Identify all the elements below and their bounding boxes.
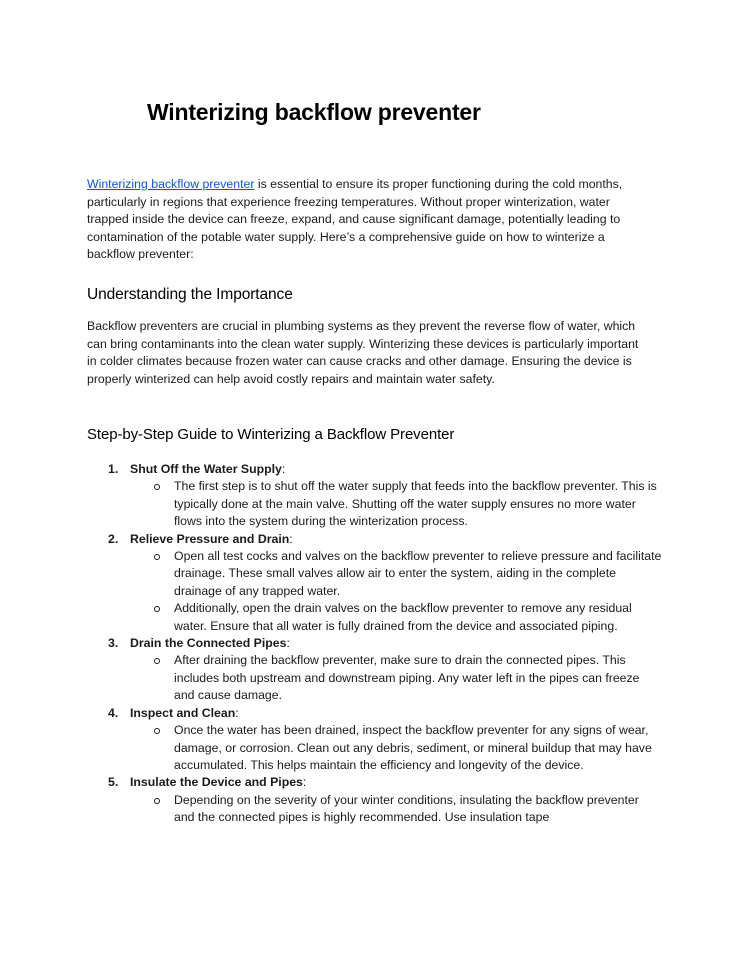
- step-item: [87, 461, 662, 531]
- step-bullet: Once the water has been drained, inspect the backflow preventer for any signs of wear, damage, or corrosion. Clean out any debris, sediment, or mineral buildup that may have accumulated. This helps maintain the efficiency and longevity of the device.: [130, 722, 662, 774]
- step-item: [87, 635, 662, 705]
- step-sublist: [130, 792, 662, 827]
- step-sublist: [130, 548, 662, 635]
- step-bullet: The first step is to shut off the water supply that feeds into the backflow preventer. This is typically done at the main valve. Shutting off the water supply ensures no more water flows into the system during the winterization process.: [130, 478, 662, 530]
- step-number: 4.: [108, 705, 119, 720]
- step-number: 3.: [108, 636, 119, 651]
- step-number: 2.: [108, 531, 119, 546]
- step-number: 5.: [108, 775, 119, 790]
- step-title: Shut Off the Water Supply: [130, 462, 282, 476]
- step-title: Drain the Connected Pipes: [130, 636, 287, 651]
- intro-link[interactable]: Winterizing backflow preventer: [87, 177, 255, 191]
- step-title-colon: :: [302, 775, 307, 790]
- intro-paragraph: [87, 176, 647, 264]
- step-bullet: After draining the backflow preventer, make sure to drain the connected pipes. This includes both upstream and downstream piping. Any water left in the pipes can freeze and cause damage.: [130, 652, 662, 704]
- step-title: Relieve Pressure and Drain: [130, 531, 290, 546]
- step-sublist: [130, 478, 662, 530]
- step-title-colon: :: [286, 636, 290, 651]
- step-title-colon: :: [235, 705, 239, 720]
- step-title: Insulate the Device and Pipes: [130, 775, 303, 790]
- intro-text: is essential to ensure its proper functioning during the cold months, particularly in regions that experience freezing temperatures. Without proper winterization, water trapped inside the device can freeze, expand, and cause significant damage, potentially leading to contamination of the potable water supply. Here’s a comprehensive guide on how to winterize a backflow preventer:: [87, 177, 623, 262]
- step-bullet: Depending on the severity of your winter conditions, insulating the backflow preventer and the connected pipes is highly recommended. Use insulation tape: [130, 792, 662, 827]
- importance-paragraph: Backflow preventers are crucial in plumbing systems as they prevent the reverse flow of water, which can bring contaminants into the clean water supply. Winterizing these devices is particularly important in colder climates because frozen water can cause cracks and other damage. Ensuring the device is properly winterized can help avoid costly repairs and maintain water safety.: [87, 319, 639, 386]
- steps-list: [87, 461, 662, 827]
- step-title-colon: :: [289, 531, 293, 546]
- step-bullet: Open all test cocks and valves on the backflow preventer to relieve pressure and facilitate drainage. These small valves allow air to enter the system, aiding in the complete drainage of any trapped water.: [130, 548, 662, 600]
- step-item: [87, 705, 662, 775]
- step-number: 1.: [108, 462, 119, 476]
- page-title: Winterizing backflow preventer: [147, 99, 481, 125]
- step-title-colon: :: [281, 462, 286, 476]
- section-heading-guide: Step-by-Step Guide to Winterizing a Backflow Preventer: [87, 426, 455, 443]
- step-bullet: Additionally, open the drain valves on the backflow preventer to remove any residual water. Ensure that all water is fully drained from the device and associated piping.: [130, 600, 662, 635]
- step-item: [87, 531, 662, 635]
- step-sublist: [130, 652, 662, 704]
- step-sublist: [130, 722, 662, 774]
- section-heading-importance: Understanding the Importance: [87, 286, 293, 303]
- step-title: Inspect and Clean: [130, 705, 236, 720]
- step-item: [87, 774, 662, 826]
